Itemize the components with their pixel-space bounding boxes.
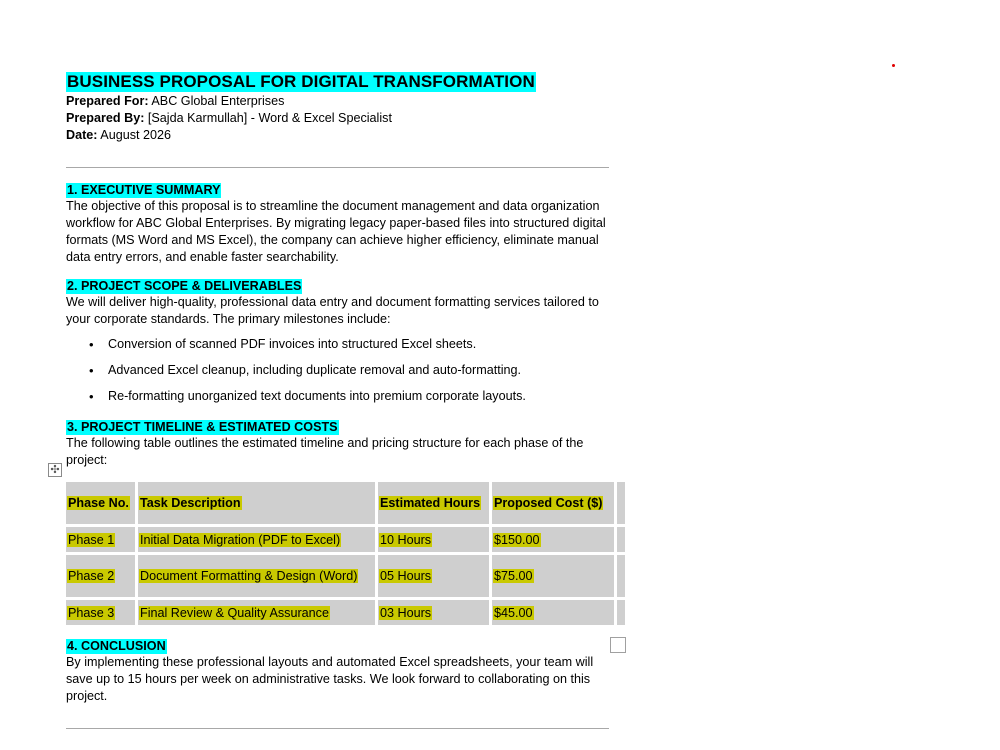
table-header-cell[interactable]: Task Description <box>138 482 378 527</box>
table-cell[interactable]: 05 Hours <box>378 555 492 600</box>
table-header-row <box>66 482 628 527</box>
table-cell[interactable]: 10 Hours <box>378 527 492 555</box>
deliverables-list <box>66 336 611 405</box>
table-empty-cell[interactable] <box>617 527 628 555</box>
document-title: BUSINESS PROPOSAL FOR DIGITAL TRANSFORMATION <box>67 72 535 91</box>
table-cell[interactable]: $75.00 <box>492 555 617 600</box>
table-cell[interactable]: Document Formatting & Design (Word) <box>138 555 378 600</box>
table-cell[interactable]: Phase 2 <box>66 555 138 600</box>
table-move-handle-icon[interactable]: ✣ <box>48 463 62 477</box>
table-cell[interactable]: $150.00 <box>492 527 617 555</box>
list-item: • Advanced Excel cleanup, including duplicate removal and auto-formatting. <box>108 362 611 379</box>
section-heading: 1. EXECUTIVE SUMMARY <box>67 183 221 197</box>
table-cell[interactable]: $45.00 <box>492 600 617 628</box>
section-executive-summary <box>66 183 611 266</box>
meta-prepared-by: Prepared By: [Sajda Karmullah] - Word & Excel Specialist <box>66 111 392 125</box>
meta-date: Date: August 2026 <box>66 128 172 142</box>
section-timeline <box>66 420 611 469</box>
cost-table <box>66 482 628 628</box>
list-item: • Re-formatting unorganized text documents into premium corporate layouts. <box>108 388 611 405</box>
table-empty-cell[interactable] <box>617 600 628 628</box>
table-row <box>66 555 628 600</box>
meta-prepared-for: Prepared For: ABC Global Enterprises <box>66 94 285 108</box>
section-conclusion <box>66 639 611 705</box>
table-cell[interactable]: 03 Hours <box>378 600 492 628</box>
section-scope <box>66 279 611 414</box>
horizontal-rule-bottom <box>66 728 609 729</box>
table-cell[interactable]: Final Review & Quality Assurance <box>138 600 378 628</box>
table-cell[interactable]: Phase 1 <box>66 527 138 555</box>
table-header-cell[interactable]: Phase No. <box>66 482 138 527</box>
table-cell[interactable]: Phase 3 <box>66 600 138 628</box>
table-empty-cell[interactable] <box>617 482 628 527</box>
document-page <box>66 72 611 144</box>
table-row <box>66 527 628 555</box>
table-resize-handle-icon[interactable] <box>610 637 626 653</box>
table-empty-cell[interactable] <box>617 555 628 600</box>
section-body: The following table outlines the estimated timeline and pricing structure for each phase of the project: <box>66 436 584 467</box>
table-header-cell[interactable]: Estimated Hours <box>378 482 492 527</box>
section-heading: 4. CONCLUSION <box>67 639 166 653</box>
section-body: By implementing these professional layouts and automated Excel spreadsheets, your team will save up to 15 hours per week on administrative tasks. We look forward to collaborating on this project. <box>66 655 594 703</box>
red-marker-dot <box>892 64 895 67</box>
section-heading: 2. PROJECT SCOPE & DELIVERABLES <box>67 279 302 293</box>
section-body: We will deliver high-quality, professional data entry and document formatting services tailored to your corporate standards. The primary milestones include: <box>66 295 599 326</box>
table-row <box>66 600 628 628</box>
table-header-cell[interactable]: Proposed Cost ($) <box>492 482 617 527</box>
table-cell[interactable]: Initial Data Migration (PDF to Excel) <box>138 527 378 555</box>
section-heading: 3. PROJECT TIMELINE & ESTIMATED COSTS <box>67 420 338 434</box>
section-body: The objective of this proposal is to streamline the document management and data organization workflow for ABC Global Enterprises. By migrating legacy paper-based files into structured digital formats (MS Word and MS Excel), the company can achieve higher efficiency, eliminate manual data entry errors, and enable faster searchability. <box>66 199 606 264</box>
list-item: • Conversion of scanned PDF invoices into structured Excel sheets. <box>108 336 611 353</box>
document-meta <box>66 93 611 144</box>
horizontal-rule-top <box>66 167 609 168</box>
